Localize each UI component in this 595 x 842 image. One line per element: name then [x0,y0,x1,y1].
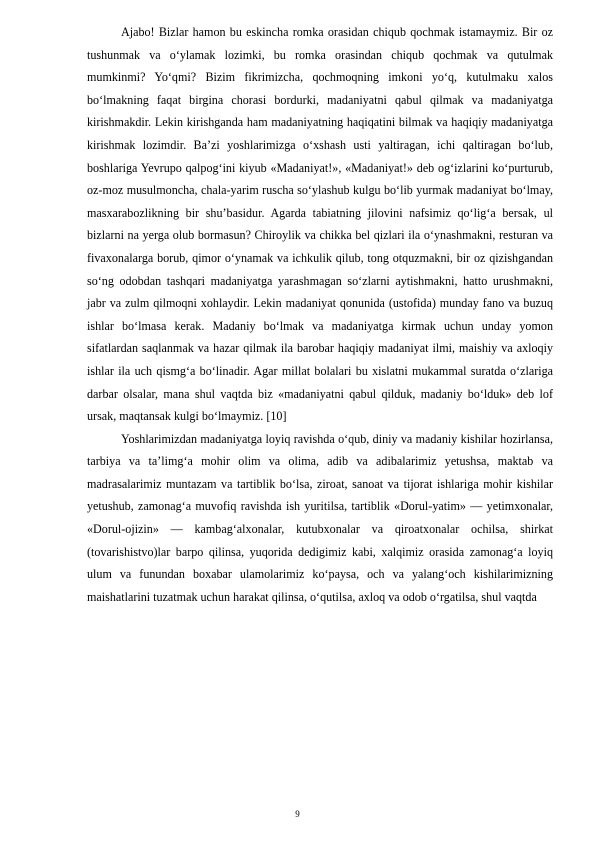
paragraph: Yoshlarimizdan madaniyatga loyiq ravishda o‘qub, diniy va madaniy kishilar hozirlansa, tarbiya va ta’limg‘a mohir olim va olima, adib va adibalarimiz yetushsa, maktab va madrasalarimiz muntazam va tartiblik bo‘lsa, ziroat, sanoat va tijorat ishlariga mohir kishilar yetushub, zamonag‘a muvofiq ravishda ish yuritilsa, tartiblik «Dorul-yatim» — yetimxonalar, «Dorul-ojizin» — kambag‘alxonalar, kutubxonalar va qiroatxonalar ochilsa, shirkat (tovarishistvo)lar barpo qilinsa, yuqorida dedigimiz kabi, xalqimiz orasida zamonag‘a loyiq ulum va funundan boxabar ulamolarimiz ko‘paysa, och va yalang‘och kishilarimizning maishatlarini tuzatmak uchun harakat qilinsa, o‘qutilsa, axloq va odob o‘rgatilsa, shul vaqtda [87,431,553,604]
page-number: 9 [295,809,300,819]
body-text [87,21,553,608]
paragraph: Ajabo! Bizlar hamon bu eskincha romka orasidan chiqub qochmak istamaymiz. Bir oz tushunmak va o‘ylamak lozimki, bu romka orasindan chiqub qochmak va qutulmak mumkinmi? Yo‘qmi? Bizim fikrimizcha, qochmoqning imkoni yo‘q, kutulmaku xalos bo‘lmakning faqat birgina chorasi bordurki, madaniyatni qabul qilmak va madaniyatga kirishmakdir. Lekin kirishganda ham madaniyatning haqiqatini bilmak va haqiqiy madaniyatga kirishmak lozimdir. Ba’zi yoshlarimizga o‘xshash usti yaltiragan, ichi qaltiragan bo‘lub, boshlariga Yevrupo qalpog‘ini kiyub «Madaniyat!», «Madaniyat!» deb og‘izlarini ko‘purturub, oz-moz musulmoncha, chala-yarim ruscha so‘ylashub kulgu bo‘lib yurmak madaniyat bo‘lmay, masxarabozlikning bir shu’basidur. Agarda tabiatning jilovini nafsimiz qo‘lig‘a bersak, ul bizlarni na yerga olub bormasun? Chiroylik va chikka bel qizlari ila o‘ynashmakni, resturan va fivaxonalarga borub, qimor o‘ynamak va ichkulik qilub, tong otquzmakni, bir oz qizishgandan so‘ng odobdan tashqari madaniyatga yarashmagan so‘zlarni aytishmakni, hatto urushmakni, jabr va zulm qilmoqni xohlaydir. Lekin madaniyat qonunida (ustofida) munday fano va buzuq ishlar bo‘lmasa kerak. Madaniy bo‘lmak va madaniyatga kirmak uchun unday yomon sifatlardan saqlanmak va hazar qilmak ila barobar haqiqiy madaniyat ilmi, maishiy va axloqiy ishlar ila uch qismg‘a bo‘linadir. Agar millat bolalari bu xislatni mukammal suratda o‘zlariga darbar olsalar, mana shul vaqtda biz «madaniyatni qabul qilduk, madaniy bo‘lduk» deb lof ursak, maqtansak kulgi bo‘lmaymiz. [10] [87,25,553,424]
